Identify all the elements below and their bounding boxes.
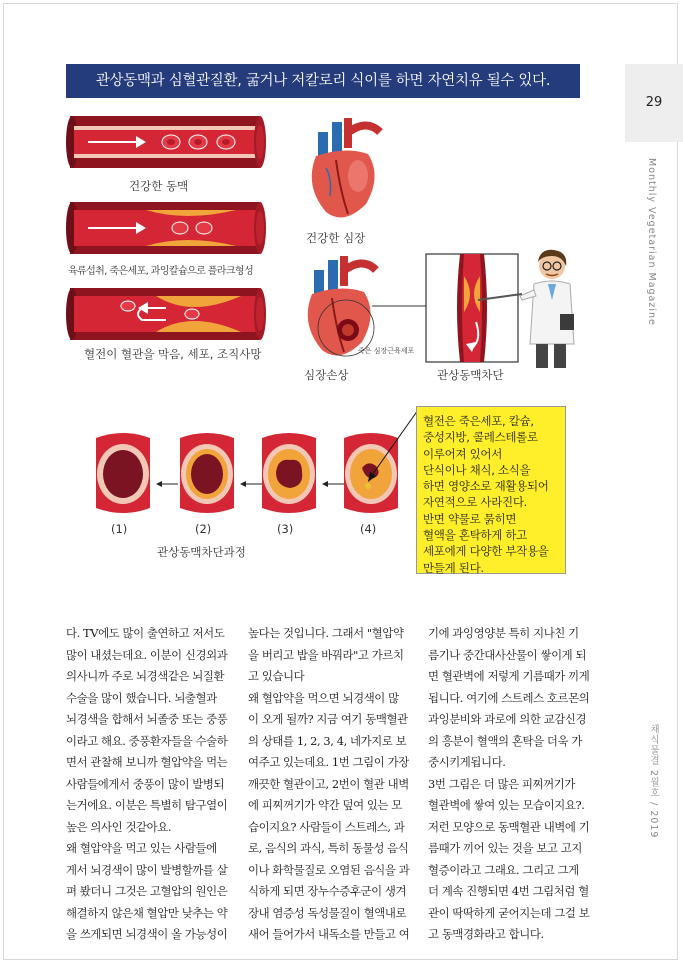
healthy-artery-illustration: [66, 112, 266, 172]
step-2-label: (2): [195, 522, 212, 536]
body-line: 수술을 많이 했습니다. 뇌출혈과: [66, 690, 217, 705]
note-line: 혈전은 죽은세포, 칼슘,: [423, 414, 534, 428]
body-line: 습이지요? 사람들이 스트레스, 과: [248, 819, 405, 834]
body-line: 새어 들어가서 내독소를 만들고 여: [248, 927, 410, 941]
body-line: 사람들에게서 중풍이 많이 발병되: [66, 776, 225, 791]
body-line: 해결하지 않은채 혈압만 낮추는 약: [66, 905, 228, 920]
body-line: 로, 음식의 과식, 특히 동물성 음식: [248, 841, 409, 855]
body-line: 혈증이라고 그래요. 그리고 그게: [428, 862, 579, 877]
body-line: 식하게 되면 장누수증후군이 생겨: [248, 884, 407, 898]
body-column-1: [66, 623, 238, 946]
body-column-2: [248, 623, 420, 946]
body-line: 을 버리고 밥을 바꿔라"고 가르치: [248, 647, 404, 662]
body-line: 높다는 것입니다. 그래서 "혈압약: [248, 626, 404, 640]
note-line: 만들게 된다.: [423, 560, 484, 575]
issue-label: 채식물결 2월호 / 2019: [648, 724, 659, 839]
note-pointer-line: [364, 408, 420, 484]
body-line: 름때가 끼어 있는 것을 보고 고지: [428, 841, 582, 855]
dead-muscle-caption: 죽은 심장근육세포: [358, 347, 415, 355]
body-line: 여주고 있는데요. 1번 그림이 가장: [248, 755, 409, 769]
artery-cross-section-1: [92, 428, 154, 518]
note-line: 이루어져 있어서: [423, 446, 503, 461]
blockage-caption: 관상동맥차단: [437, 368, 504, 382]
page-title: 관상동맥과 심혈관질환, 굶거나 저칼로리 식이를 하면 자연치유 될수 있다.: [66, 64, 580, 98]
note-line: 하면 영양소로 재활용되어: [423, 479, 549, 494]
body-line: 장내 염증성 독성물질이 혈액내로: [248, 905, 407, 920]
body-line: 다. TV에도 많이 출연하고 저서도: [66, 626, 225, 640]
body-line: 됩니다. 여기에 스트레스 호르몬의: [428, 690, 590, 705]
body-line: 의사니까 주로 뇌경색같은 뇌질환: [66, 669, 225, 683]
healthy-heart-illustration: [296, 116, 386, 226]
note-line: 중성지방, 콜레스테롤로: [423, 430, 538, 445]
body-line: 저런 모양으로 동맥혈관 내벽에 기: [428, 819, 590, 834]
callout-note: [416, 406, 566, 574]
artery-cross-section-3: [258, 428, 320, 518]
body-line: 왜 혈압약을 먹고 있는 사람들에: [66, 841, 217, 855]
body-line: 과잉분비와 과로에 의한 교감신경: [428, 712, 587, 726]
body-line: 고 있습니다: [248, 669, 305, 683]
page-number: 29: [645, 95, 663, 110]
body-line: 는거에요. 이분은 특별히 탐구열이: [66, 798, 228, 812]
process-arrows: [150, 476, 350, 496]
body-line: 면 혈관벽에 저렇게 기름때가 끼게: [428, 669, 590, 683]
body-line: 깨끗한 혈관이고, 2번이 혈관 내벽: [248, 776, 409, 791]
note-line: 자연적으로 사라진다.: [423, 495, 527, 510]
body-column-3: [428, 623, 604, 946]
body-line: 뇌경색을 합해서 뇌졸중 또는 중풍: [66, 712, 228, 726]
body-line: 에 피찌꺼기가 약간 덮여 있는 모: [248, 798, 402, 812]
step-3-label: (3): [277, 522, 294, 536]
body-line: 의 흥분이 혈액의 혼탁을 더욱 가: [428, 733, 582, 748]
clot-caption: 혈전이 혈관을 막음, 세포, 조직사망: [84, 347, 262, 361]
body-line: 고 동맥경화라고 합니다.: [428, 927, 544, 941]
body-line: 많이 내셨는데요. 이분이 신경외과: [66, 647, 228, 662]
body-line: 3번 그림은 더 많은 피찌꺼기가: [428, 776, 575, 791]
step-4-label: (4): [360, 522, 377, 536]
body-line: 더 계속 진행되면 4번 그림처럼 혈: [428, 884, 589, 898]
body-line: 중시키게됩니다.: [428, 755, 506, 769]
doctor-illustration: [478, 244, 588, 374]
healthy-heart-caption: 건강한 심장: [306, 231, 366, 245]
body-line: 높은 의사인 것같아요.: [66, 819, 172, 834]
body-line: 이나 화학물질로 오염된 음식을 과: [248, 862, 410, 877]
body-line: 을 쓰게되면 뇌경색이 올 가능성이: [66, 927, 228, 941]
artery-cross-section-2: [176, 428, 238, 518]
body-line: 름기나 중간대사산물이 쌓이게 되: [428, 647, 587, 662]
note-line: 세포에게 다양한 부작용을: [423, 544, 549, 559]
note-line: 혈액을 혼탁하게 하고: [423, 528, 527, 543]
body-line: 의 상태를 1, 2, 3, 4, 네가지로 보: [248, 733, 407, 748]
body-line: 관이 딱딱하게 굳어지는데 그걸 보: [428, 905, 590, 920]
body-line: 왜 혈압약을 먹으면 뇌경색이 많: [248, 690, 399, 705]
body-line: 게서 뇌경색이 많이 발병할까를 살: [66, 862, 228, 877]
note-line: 반면 약물로 묽히면: [423, 511, 517, 526]
zoom-connector-line: [372, 304, 432, 308]
body-line: 이 오게 될까? 지금 여기 동맥혈관: [248, 712, 408, 726]
step-1-label: (1): [111, 522, 128, 536]
plaque-artery-illustration: [66, 198, 266, 258]
plaque-caption: 육류섭취, 죽은세포, 과잉칼슘으로 플라크형성: [68, 266, 254, 277]
healthy-artery-caption: 건강한 동맥: [129, 179, 189, 193]
damaged-heart-caption: 심장손상: [304, 368, 349, 382]
body-line: 기에 과잉영양분 특히 지나친 기: [428, 626, 579, 640]
body-line: 혈관벽에 쌓여 있는 모습이지요?.: [428, 798, 585, 812]
body-line: 면서 관찰해 보니까 혈압약을 먹는: [66, 755, 228, 769]
magazine-name: Monthly Vegetarian Magazine: [646, 158, 657, 326]
process-caption: 관상동맥차단과정: [157, 545, 246, 559]
clot-artery-illustration: [66, 284, 266, 344]
body-line: 이라고 해요. 중풍환자들을 수술하: [66, 733, 228, 748]
note-line: 단식이나 채식, 소식을: [423, 462, 531, 477]
body-line: 펴 봤더니 그것은 고혈압의 원인은: [66, 884, 228, 898]
